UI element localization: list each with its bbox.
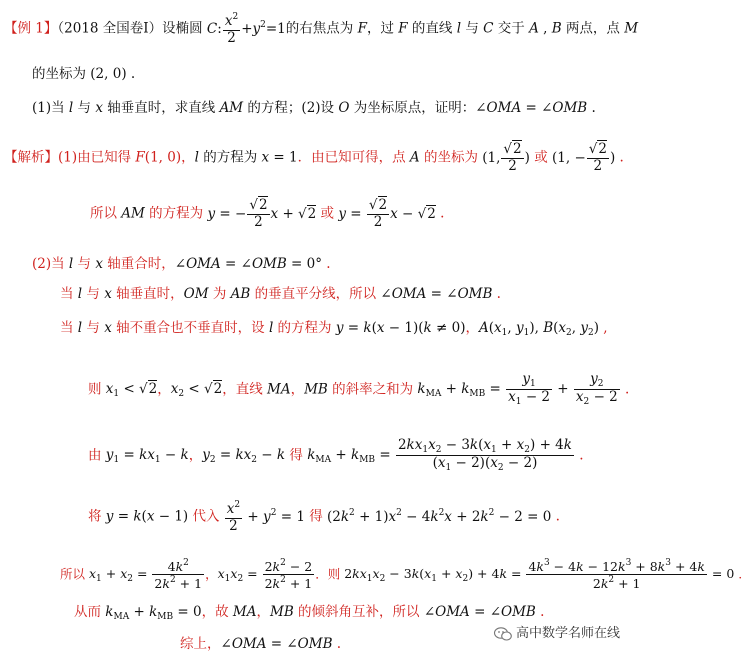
- solution-tag: 【解析】: [4, 149, 58, 166]
- problem-line-2: 的坐标为 (2, 0) .: [32, 66, 136, 82]
- solution-line-1: 【解析】(1)由已知得 F(1, 0)，l 的方程为 x = 1．由已知可得，点 A 的坐标为 (1, $\frac{√2}{2}$ ) 或 (1, − $\frac{√2}{2}$ ) .: [4, 141, 624, 174]
- solution-2c: 当 l 与 x 轴不重合也不垂直时，设 l 的方程为 y = k(x − 1)(k ≠ 0)，$A(x_1$, $y_1$), $B(x_2$, $y_2$) ,: [60, 320, 608, 338]
- watermark: [494, 622, 620, 641]
- problem-intro: 设椭圆: [162, 20, 203, 37]
- solution-2h: 从而 $k_{MA} + k_{MB} = 0$，故 MA，MB 的倾斜角互补，所以 ∠OMA = ∠OMB .: [74, 604, 545, 622]
- solution-2e: 由 $y_1 = kx_1 - k$，$y_2 = kx_2 - k$ 得 $k_{MA} + k_{MB}$ = $\frac{2kx_1x_2 - 3k(x_1 + x_2) + 4k}{(x_1 - 2)(x_2 - 2)}$ .: [88, 437, 584, 474]
- solution-conclusion: 综上，∠OMA = ∠OMB .: [180, 636, 342, 652]
- solution-2d: 则 $x_1 < √2$，$x_2 < √2$，直线 MA，MB 的斜率之和为 $k_{MA} + k_{MB}$ = $\frac{y_1}{x_1 - 2}$ + $\frac{y_2}{x_2 - 2}$ .: [88, 371, 630, 408]
- problem-rest-1: 的右焦点为 F，过 F 的直线 l 与 C 交于 A , B 两点，点 M: [285, 20, 639, 37]
- watermark-text: 高中数学名师在线: [515, 626, 620, 641]
- problem-line-1: [4, 12, 638, 46]
- problem-source: （2018 全国卷Ⅰ）: [57, 20, 163, 37]
- problem-questions: (1)当 l 与 x 轴垂直时，求直线 AM 的方程；(2)设 O 为坐标原点，证明：∠OMA = ∠OMB .: [32, 100, 596, 116]
- wechat-icon: [494, 627, 512, 641]
- solution-2f: 将 y = k(x − 1) 代入 $\frac{x^2}{2}$ + $y^2 = 1$ 得 $(2k^2 + 1)x^2 - 4k^2x + 2k^2 - 2 = 0$ .: [88, 500, 560, 534]
- solution-2g: 所以 $x_1 + x_2$ = $\frac{4k^2}{2k^2 + 1}$ ，$x_1x_2$ = $\frac{2k^2 - 2}{2k^2 + 1}$ ．则 $2kx_1x_2 - 3k(x_1 + x_2) + 4k$ = $\frac{4k^3 - 4k - 12k^3 + 8k^3 + 4k}{2k^2 + 1}$ = 0 .: [60, 558, 742, 592]
- solution-2b: 当 l 与 x 轴垂直时，OM 为 AB 的垂直平分线，所以 ∠OMA = ∠OMB .: [60, 286, 501, 302]
- solution-2a: (2)当 l 与 x 轴重合时，∠OMA = ∠OMB = 0° .: [32, 256, 331, 272]
- ellipse-equation: C: $\frac{x^2}{2}$ $+y^2=1$: [206, 12, 286, 46]
- example-tag: 【例 1】: [4, 20, 58, 37]
- solution-am-equation: 所以 AM 的方程为 y = − $\frac{√2}{2}$ x + √2 或 y = $\frac{√2}{2}$ x − √2 .: [90, 197, 445, 230]
